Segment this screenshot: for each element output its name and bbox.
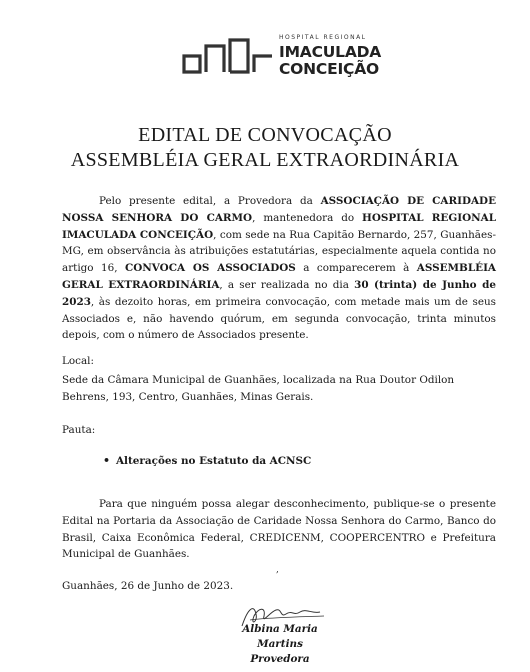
logo-small-text: HOSPITAL REGIONAL bbox=[279, 34, 367, 41]
signatory-block bbox=[220, 622, 340, 667]
pauta-label: Pauta: bbox=[62, 424, 96, 436]
agenda-item-text: Alterações no Estatuto da ACNSC bbox=[116, 455, 312, 467]
logo-line-1: IMACULADA bbox=[279, 43, 382, 61]
convocation-paragraph: Pelo presente edital, a Provedora da ASSOCIAÇÃO DE CARIDADE NOSSA SENHORA DO CARMO, mantenedora do HOSPITAL REGIONAL IMACULADA CONCEIÇÃO, com sede na Rua Capitão Bernardo, 257, Guanhães-MG, em observância às atribuições estatutárias, especialmente aquela contida no artigo 16, CONVOCA OS ASSOCIADOS a comparecerem à ASSEMBLÉIA GERAL EXTRAORDINÁRIA, a ser realizada no dia 30 (trinta) de Junho de 2023, às dezoito horas, em primeira convocação, com metade mais um de seus Associados e, não havendo quórum, em segunda convocação, trinta minutos depois, com o número de Associados presente. bbox=[62, 195, 496, 342]
local-address: Sede da Câmara Municipal de Guanhães, localizada na Rua Doutor Odilon Behrens, 193, Centro, Guanhães, Minas Gerais. bbox=[62, 374, 455, 403]
bullet-icon: • bbox=[103, 454, 111, 467]
hospital-logo bbox=[180, 32, 380, 82]
date-line: Guanhães, 26 de Junho de 2023. bbox=[62, 580, 234, 592]
local-label: Local: bbox=[62, 355, 94, 367]
document-title: EDITAL DE CONVOCAÇÃO bbox=[138, 124, 392, 146]
document-subtitle: ASSEMBLÉIA GERAL EXTRAORDINÁRIA bbox=[70, 149, 460, 171]
logo-mark-icon bbox=[180, 36, 276, 76]
logo-line-2: CONCEIÇÃO bbox=[279, 60, 380, 78]
publication-paragraph: Para que ninguém possa alegar desconhecimento, publique-se o presente Edital na Portaria da Associação de Caridade Nossa Senhora do Carmo, Banco do Brasil, Caixa Econômica Federal, CREDICENM, COOPERCENTRO e Prefeitura Municipal de Guanhães. bbox=[62, 498, 496, 561]
stray-mark: , bbox=[276, 565, 279, 575]
signatory-role: Provedora bbox=[250, 653, 310, 665]
agenda-item bbox=[103, 454, 312, 467]
signatory-name: Albina Maria Martins bbox=[242, 623, 318, 650]
